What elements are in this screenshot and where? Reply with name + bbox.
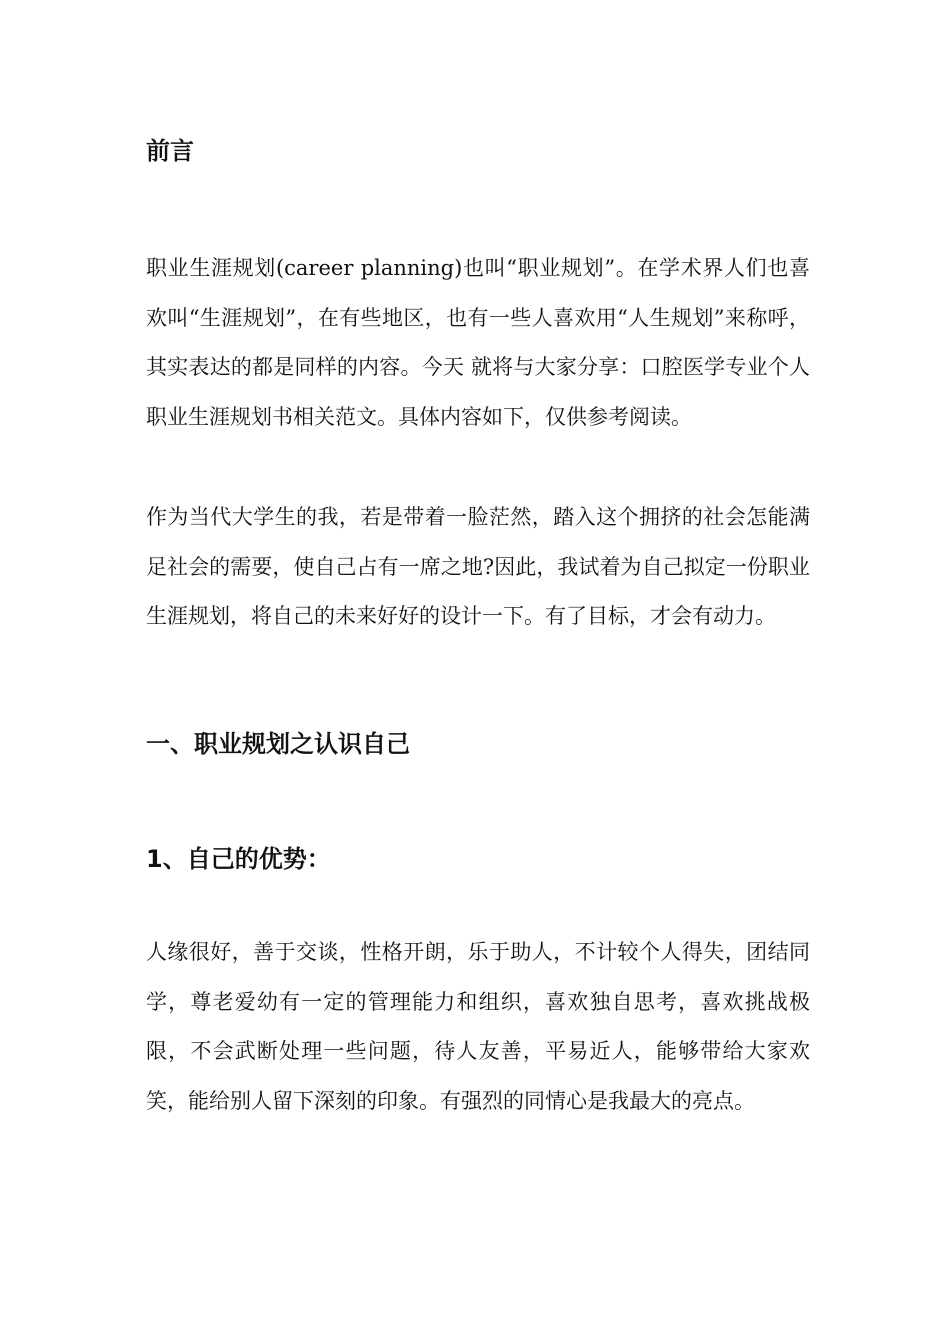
strengths-paragraph: 人缘很好，善于交谈，性格开朗，乐于助人，不计较个人得失，团结同学，尊老爱幼有一定的管理能力和组织，喜欢独自思考，喜欢挑战极限，不会武断处理一些问题，待人友善，平易近人，能够带给大家欢笑，能给别人留下深刻的印象。有强烈的同情心是我最大的亮点。 bbox=[146, 940, 810, 1113]
intro-paragraph-1: 职业生涯规划(career planning)也叫“职业规划”。在学术界人们也喜欢叫“生涯规划”，在有些地区，也有一些人喜欢用“人生规划”来称呼，其实表达的都是同样的内容。今天 就将与大家分享：口腔医学专业个人职业生涯规划书相关范文。具体内容如下，仅供参考阅读。 bbox=[146, 256, 810, 429]
intro-heading: 前言 bbox=[146, 137, 194, 165]
section-1-heading: 一、职业规划之认识自己 bbox=[146, 730, 410, 758]
subsection-1-heading: 1、自己的优势： bbox=[146, 845, 331, 873]
intro-paragraph-2: 作为当代大学生的我，若是带着一脸茫然，踏入这个拥挤的社会怎能满足社会的需要，使自己占有一席之地?因此，我试着为自己拟定一份职业生涯规划，将自己的未来好好的设计一下。有了目标，才会有动力。 bbox=[146, 505, 810, 628]
